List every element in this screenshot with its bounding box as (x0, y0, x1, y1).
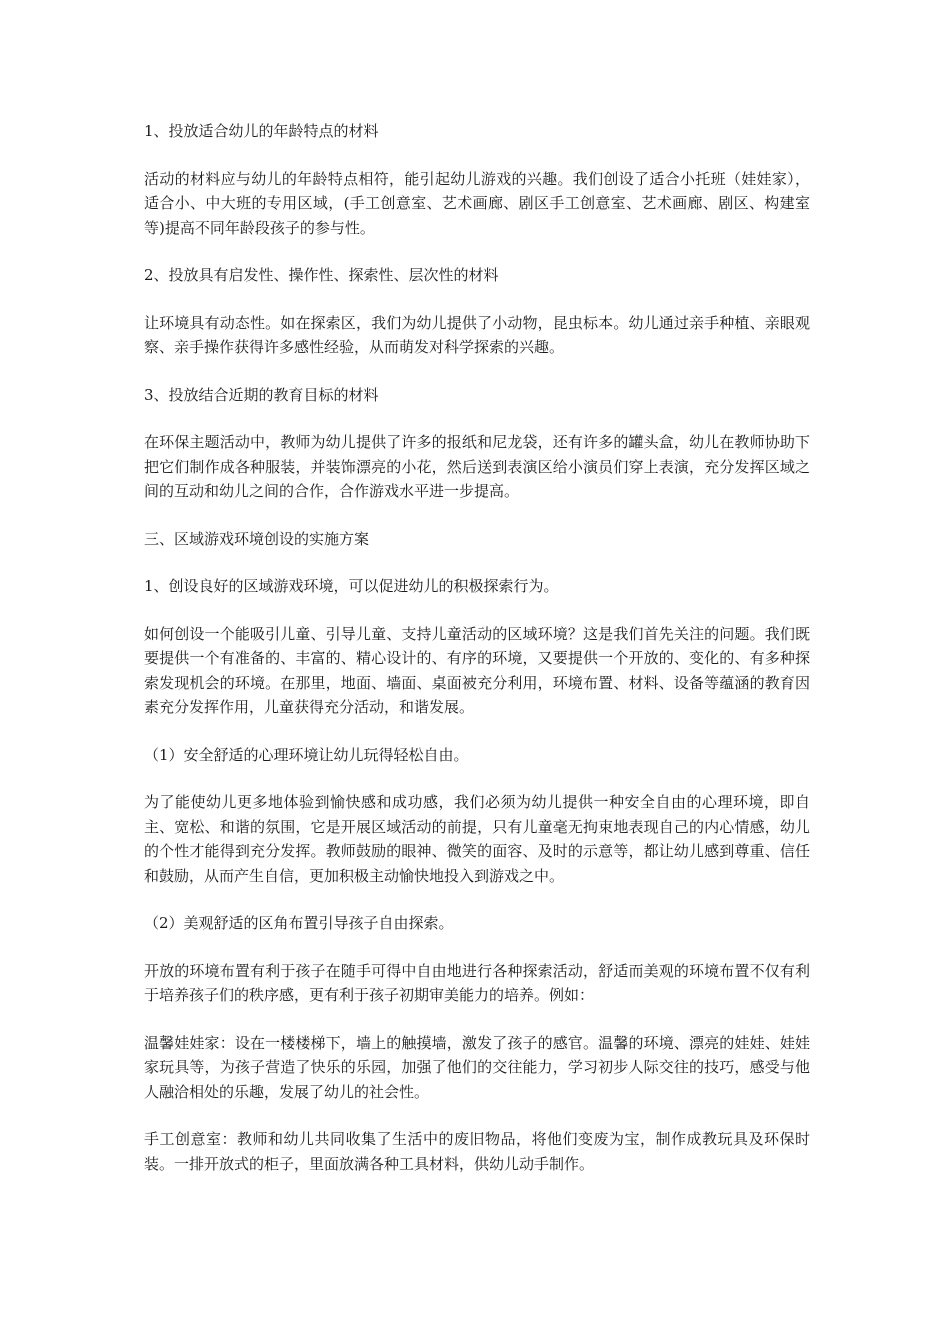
document-body (144, 119, 810, 1199)
paragraph-psychological-environment: 为了能使幼儿更多地体验到愉快感和成功感，我们必须为幼儿提供一种安全自由的心理环境，即自主、宽松、和谐的氛围，它是开展区域活动的前提，只有儿童毫无拘束地表现自己的内心情感，幼儿的个性才能得到充分发挥。教师鼓励的眼神、微笑的面容、及时的示意等，都让幼儿感到尊重、信任和鼓励，从而产生自信，更加积极主动愉快地投入到游戏之中。 (144, 793, 810, 885)
section-heading-good-environment: 1、创设良好的区域游戏环境，可以促进幼儿的积极探索行为。 (144, 577, 559, 595)
section-heading-materials-goals: 3、投放结合近期的教育目标的材料 (144, 385, 379, 404)
paragraph-age-materials: 活动的材料应与幼儿的年龄特点相符，能引起幼儿游戏的兴趣。我们创设了适合小托班（娃娃家），适合小、中大班的专用区域，(手工创意室、艺术画廊、剧区手工创意室、艺术画廊、剧区、构建室等)提高不同年龄段孩子的参与性。 (144, 169, 810, 237)
section-heading-materials-inspiring: 2、投放具有启发性、操作性、探索性、层次性的材料 (144, 266, 499, 284)
chapter-heading-implementation: 三、区域游戏环境创设的实施方案 (144, 529, 370, 548)
paragraph-craft-room: 手工创意室：教师和幼儿共同收集了生活中的废旧物品，将他们变废为宝，制作成教玩具及环保时装。一排开放式的柜子，里面放满各种工具材料，供幼儿动手制作。 (144, 1130, 810, 1173)
paragraph-open-layout: 开放的环境布置有利于孩子在随手可得中自由地进行各种探索活动，舒适而美观的环境布置不仅有利于培养孩子们的秩序感，更有利于孩子初期审美能力的培养。例如： (144, 961, 810, 1004)
paragraph-area-environment: 如何创设一个能吸引儿童、引导儿童、支持儿童活动的区域环境？这是我们首先关注的问题。我们既要提供一个有准备的、丰富的、精心设计的、有序的环境，又要提供一个开放的、变化的、有多种探索发现机会的环境。在那里，地面、墙面、桌面被充分利用，环境布置、材料、设备等蕴涵的教育因素充分发挥作用，儿童获得充分活动，和谐发展。 (144, 624, 810, 716)
subheading-corner-layout: （2）美观舒适的区角布置引导孩子自由探索。 (144, 914, 454, 932)
paragraph-environmental-theme: 在环保主题活动中，教师为幼儿提供了许多的报纸和尼龙袋，还有许多的罐头盒，幼儿在教师协助下把它们制作成各种服装，并装饰漂亮的小花，然后送到表演区给小演员们穿上表演，充分发挥区域之间的互动和幼儿之间的合作，合作游戏水平进一步提高。 (144, 433, 810, 500)
paragraph-doll-house: 温馨娃娃家：设在一楼楼梯下，墙上的触摸墙，激发了孩子的感官。温馨的环境、漂亮的娃娃、娃娃家玩具等，为孩子营造了快乐的乐园，加强了他们的交往能力，学习初步人际交往的技巧，感受与他人融洽相处的乐趣，发展了幼儿的社会性。 (144, 1033, 810, 1101)
section-heading-materials-age: 1、投放适合幼儿的年龄特点的材料 (144, 122, 379, 140)
paragraph-dynamic-environment: 让环境具有动态性。如在探索区，我们为幼儿提供了小动物，昆虫标本。幼儿通过亲手种植、亲眼观察、亲手操作获得许多感性经验，从而萌发对科学探索的兴趣。 (144, 313, 810, 356)
subheading-psychological-environment: （1）安全舒适的心理环境让幼儿玩得轻松自由。 (144, 745, 469, 764)
